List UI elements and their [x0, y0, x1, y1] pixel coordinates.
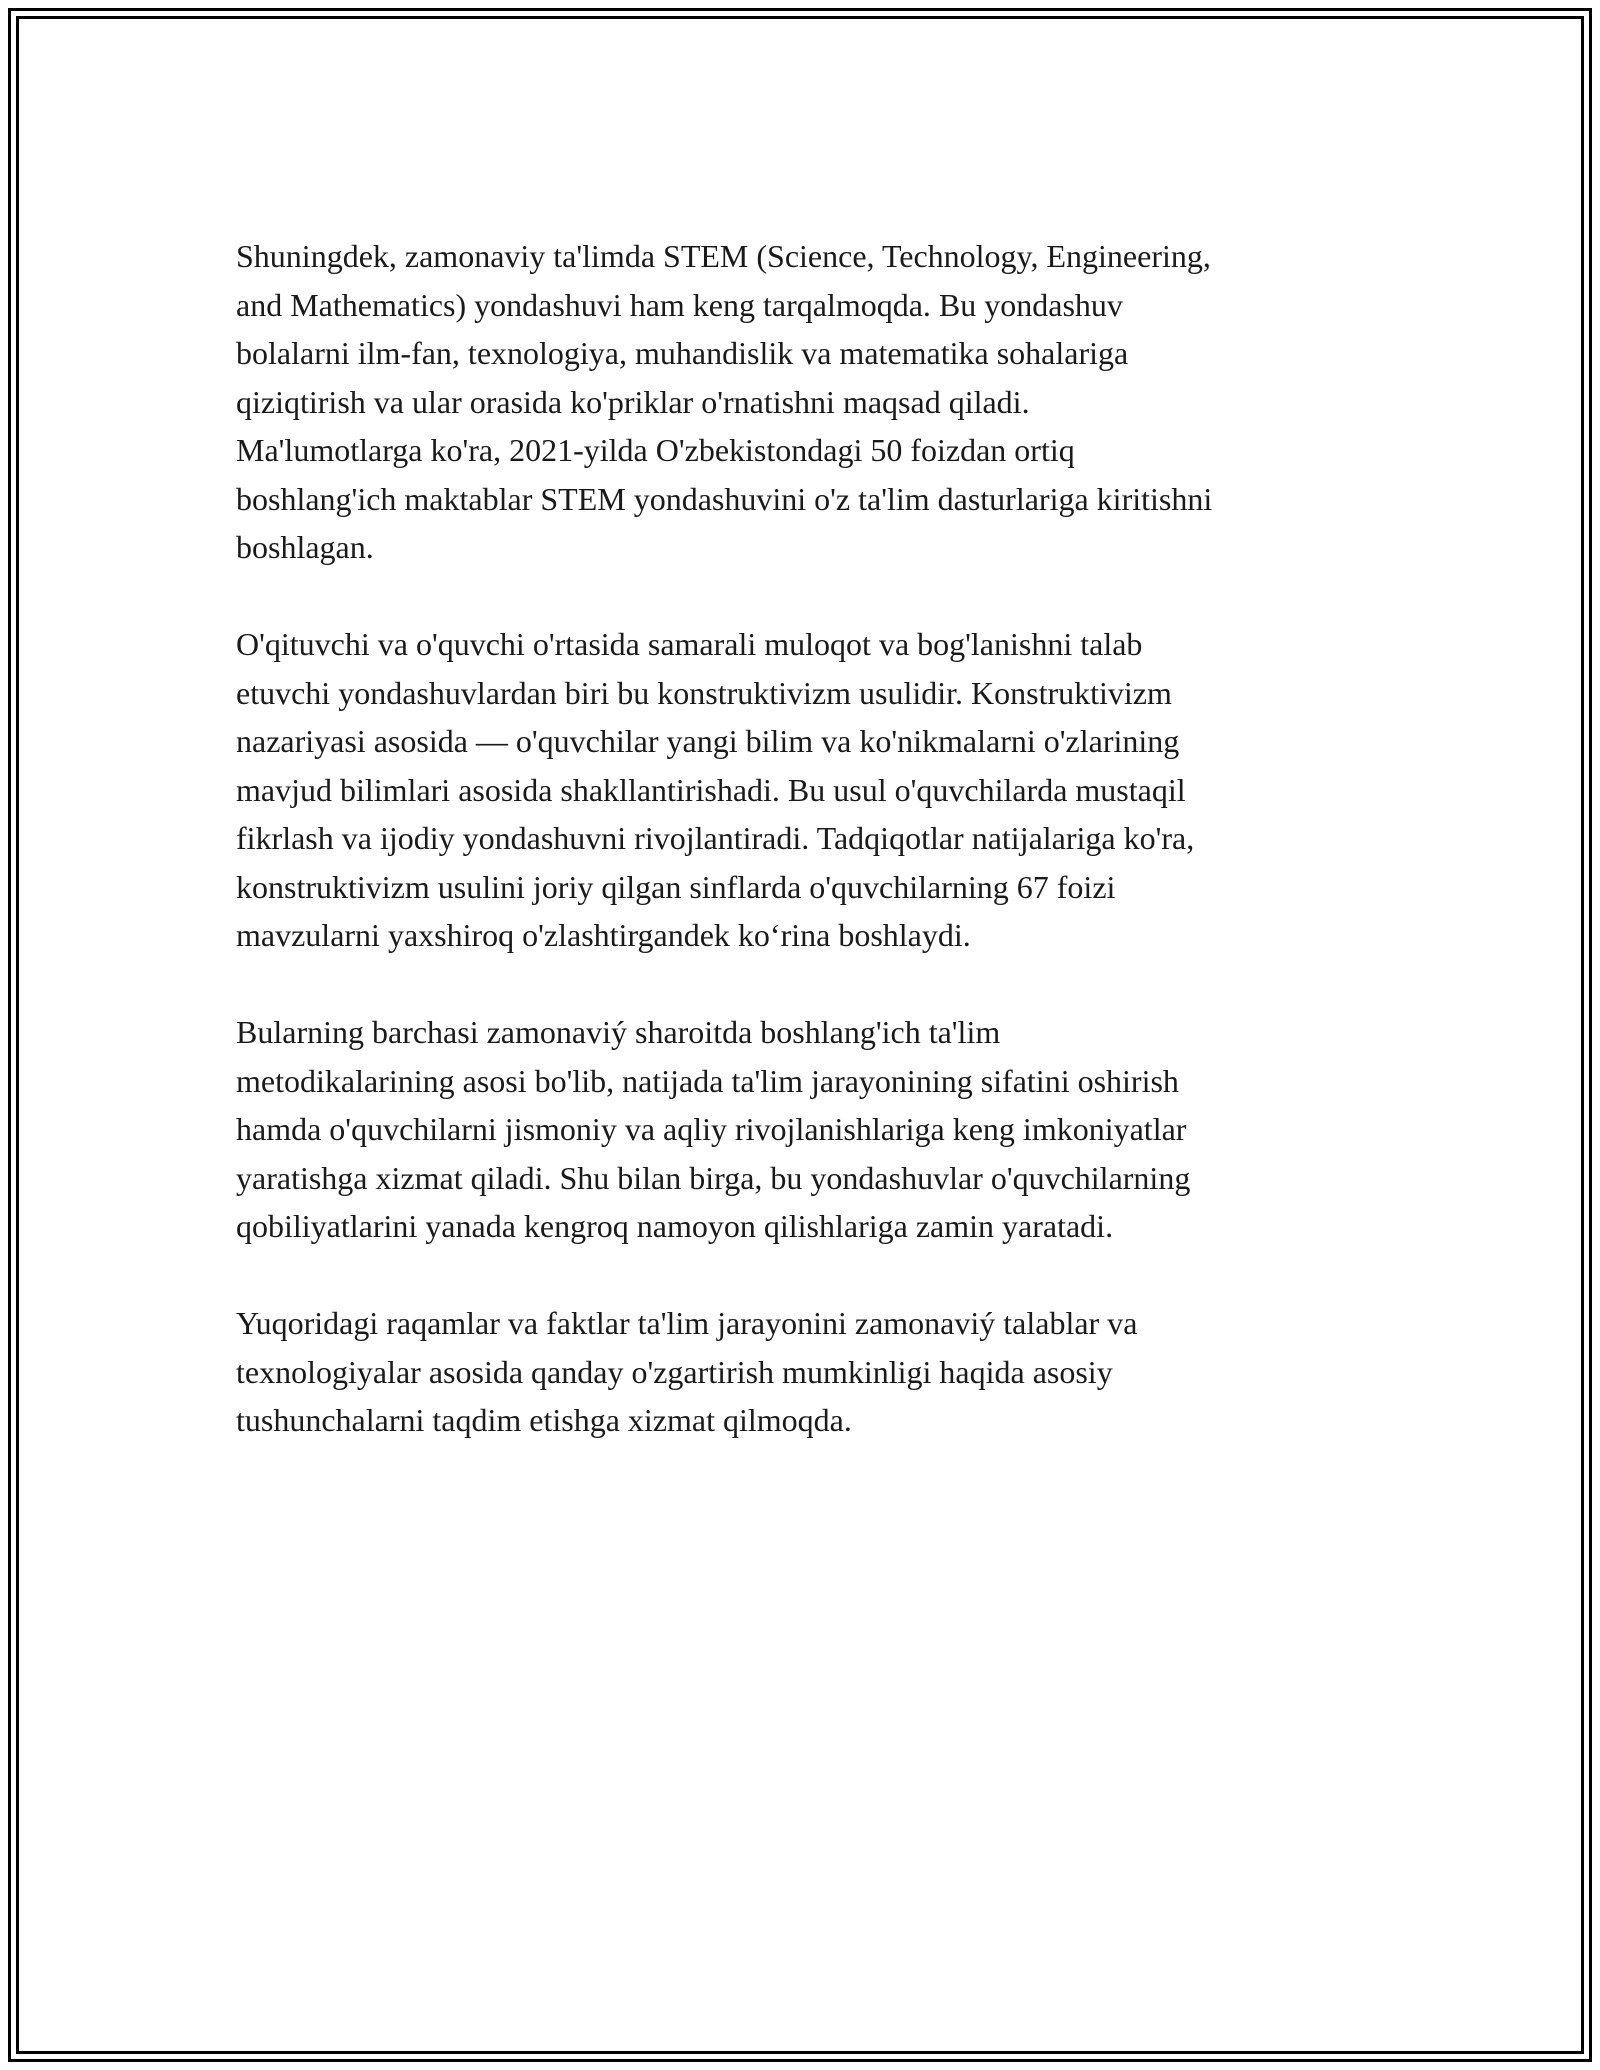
paragraph-constructivism: O'qituvchi va o'quvchi o'rtasida samarali muloqot va bog'lanishni talab etuvchi yondashuvlardan biri bu konstruktivizm usulidir. Konstruktivizm nazariyasi asosida — o'quvchilar yangi bilim va ko'nikmalarni o'zlarining mavjud bilimlari asosida shakllantirishadi. Bu usul o'quvchilarda mustaqil fikrlash va ijodiy yondashuvni rivojlantiradi. Tadqiqotlar natijalariga ko'ra, konstruktivizm usulini joriy qilgan sinflarda o'quvchilarning 67 foizi mavzularni yaxshiroq o'zlashtirgandek ko‘rina boshlaydi.: [236, 626, 1195, 953]
paragraph-summary: Bularning barchasi zamonaviý sharoitda boshlang'ich ta'lim metodikalarining asosi bo'lib, natijada ta'lim jarayonining sifatini oshirish hamda o'quvchilarni jismoniy va aqliy rivojlanishlariga keng imkoniyatlar yaratishga xizmat qiladi. Shu bilan birga, bu yondashuvlar o'quvchilarning qobiliyatlarini yanada kengroq namoyon qilishlariga zamin yaratadi.: [236, 1014, 1191, 1244]
paragraph-conclusion: Yuqoridagi raqamlar va faktlar ta'lim jarayonini zamonaviý talablar va texnologiyalar asosida qanday o'zgartirish mumkinligi haqida asosiy tushunchalarni taqdim etishga xizmat qilmoqda.: [236, 1305, 1138, 1438]
paragraph-stem: Shuningdek, zamonaviy ta'limda STEM (Science, Technology, Engineering, and Mathematics) yondashuvi ham keng tarqalmoqda. Bu yondashuv bolalarni ilm-fan, texnologiya, muhandislik va matematika sohalariga qiziqtirish va ular orasida ko'priklar o'rnatishni maqsad qiladi. Ma'lumotlarga ko'ra, 2021-yilda O'zbekistondagi 50 foizdan ortiq boshlang'ich maktablar STEM yondashuvini o'z ta'lim dasturlariga kiritishni boshlagan.: [236, 238, 1213, 565]
document-body: [236, 232, 1386, 1493]
